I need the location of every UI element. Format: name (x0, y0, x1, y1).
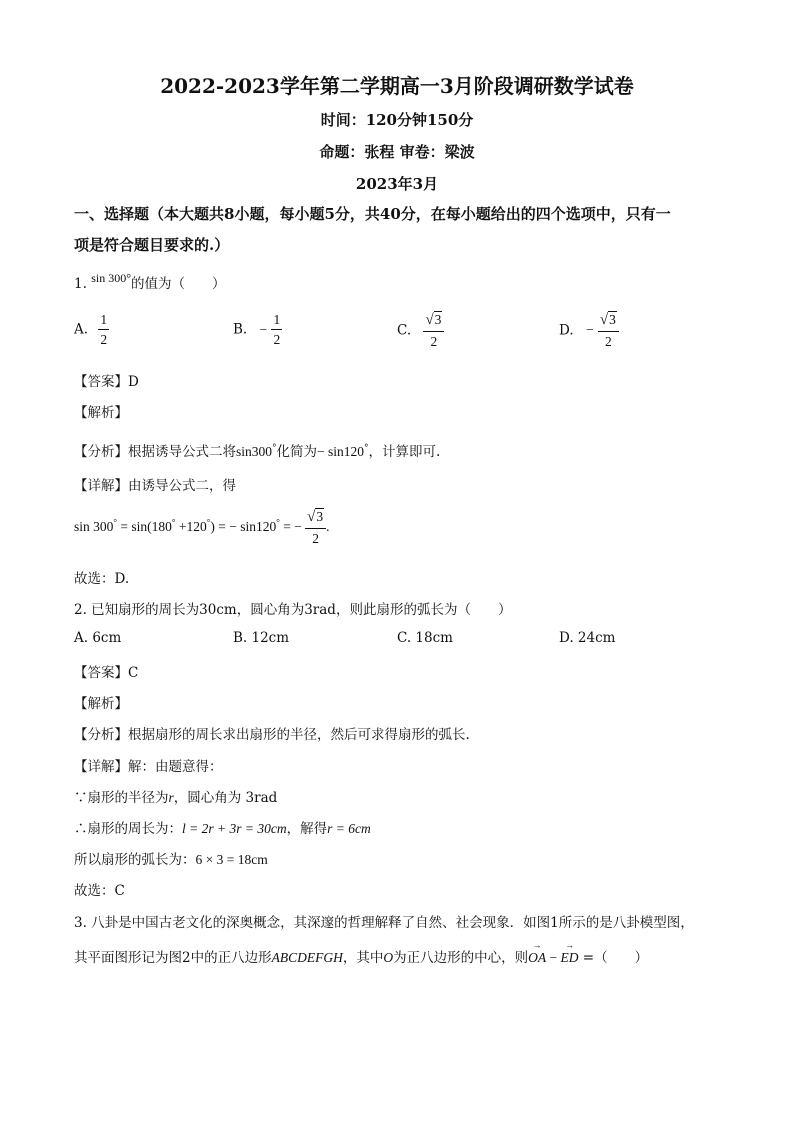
question-2-line2 (74, 817, 371, 837)
option-label: C. (397, 322, 412, 339)
solution-text: ，圆心角为 3rad (173, 790, 278, 806)
sqrt-radicand: 3 (609, 312, 616, 327)
answer-tag: 【答案】 (74, 374, 128, 390)
fraction-numerator (305, 510, 326, 529)
xiangjie-text: 解：由题意得： (128, 759, 223, 775)
xiangjie-tag: 【详解】 (74, 759, 128, 775)
solution-text: 扇形的半径为 (87, 790, 169, 806)
equation-part: = sin(180 (117, 519, 172, 535)
fraction-denominator: 2 (273, 332, 281, 348)
question-1-option-a (74, 313, 109, 347)
answer-value: C (128, 665, 139, 681)
question-2-option-c: C. 18cm (397, 630, 453, 646)
option-label: A. (74, 321, 89, 338)
option-fraction (271, 313, 282, 347)
because-symbol: ∵ (74, 790, 88, 806)
therefore-symbol: ∴ (74, 821, 88, 837)
solution-math: r (168, 790, 174, 805)
equation-part: +120 (175, 519, 207, 535)
sqrt-symbol: √3 (599, 312, 616, 328)
question-1-expression: sin 300° (91, 271, 131, 285)
exam-title: 2022-2023学年第二学期高一3月阶段调研数学试卷 (160, 74, 634, 98)
question-2-line1 (74, 786, 277, 806)
xiangjie-tag: 【详解】 (74, 478, 128, 494)
question-1-option-d (559, 313, 619, 349)
question-1-analysis-tag: 【解析】 (74, 405, 128, 421)
fraction-denominator: 2 (430, 333, 438, 349)
question-2-option-a: A. 6cm (74, 630, 122, 646)
vector-oa: → OA (528, 950, 546, 966)
solution-text: 所以扇形的弧长为： (74, 852, 196, 868)
question-text: ，其中 (342, 950, 384, 966)
xiangjie-text: 由诱导公式二，得 (128, 478, 236, 494)
fenxi-text: ，计算即可. (368, 444, 441, 460)
sqrt-radicand: 3 (434, 312, 442, 327)
section-heading-line1: 一、选择题（本大题共8小题，每小题5分，共40分，在每小题给出的四个选项中，只有一 (74, 205, 671, 223)
question-3-line1: 3. 八卦是中国古老文化的深奥概念，其深邃的哲理解释了自然、社会现象．如图1所示的是八卦模型图， (74, 915, 694, 931)
question-text: 为正八边形的中心，则 (393, 950, 529, 966)
answer-tag: 【答案】 (74, 665, 128, 681)
question-2-answer (74, 661, 138, 681)
equation-part: = − (279, 519, 302, 535)
question-2-stem: 2. 已知扇形的周长为30cm，圆心角为3rad，则此扇形的弧长为（ ） (74, 602, 512, 618)
fraction-numerator: 1 (271, 313, 282, 330)
fraction-denominator: 2 (312, 530, 320, 546)
option-fraction (423, 313, 444, 349)
fenxi-text: 根据诱导公式二将 (128, 444, 236, 460)
center-point: O (383, 950, 394, 965)
question-2-fenxi (74, 723, 470, 743)
fenxi-tag: 【分析】 (74, 727, 128, 743)
question-1-option-c (397, 313, 444, 349)
question-2-option-d: D. 24cm (559, 630, 616, 646)
question-2-line3 (74, 848, 268, 868)
question-1-xiangjie (74, 474, 236, 494)
question-1-answer (74, 370, 139, 390)
solution-math: r = 6cm (327, 821, 371, 836)
option-label: D. (559, 322, 574, 339)
fenxi-math: − sin120 (317, 444, 365, 459)
option-sign: − (259, 321, 268, 337)
solution-text: 扇形的周长为： (87, 821, 182, 837)
fraction-denominator: 2 (100, 332, 108, 348)
fraction-denominator: 2 (604, 333, 612, 349)
fraction-numerator (598, 313, 619, 332)
solution-math: 6 × 3 = 18cm (195, 852, 268, 867)
sqrt-symbol: √3 (425, 312, 442, 328)
fraction-numerator: 1 (98, 313, 109, 330)
option-fraction (598, 313, 619, 349)
fenxi-math: sin300 (236, 444, 273, 459)
question-1-fenxi: 【分析】根据诱导公式二将sin300°化简为− sin120°，计算即可. (74, 443, 441, 460)
minus-sign: − (546, 950, 561, 965)
fenxi-text: 根据扇形的周长求出扇形的半径，然后可求得扇形的弧长. (128, 727, 470, 743)
equation-part: ) = − sin120 (210, 519, 277, 535)
exam-date: 2023年3月 (355, 175, 439, 193)
solution-math: l = 2r + 3r = 30cm (182, 821, 287, 836)
question-2-analysis-tag: 【解析】 (74, 696, 128, 712)
question-3-line2 (74, 946, 648, 966)
question-1-conclusion: 故选：D. (74, 571, 130, 587)
question-text: 其平面图形记为图2中的正八边形 (74, 950, 272, 966)
question-2-xiangjie (74, 755, 223, 775)
fenxi-text: 化简为 (276, 444, 318, 460)
solution-text: ，解得 (286, 821, 328, 837)
fenxi-tag: 【分析】 (74, 444, 128, 460)
polygon-name: ABCDEFGH (271, 950, 343, 965)
question-1-stem (74, 272, 226, 292)
vector-ed: → ED (560, 950, 578, 966)
question-1-option-b (233, 313, 282, 347)
option-sign: − (585, 322, 594, 338)
question-2-conclusion: 故选：C (74, 883, 125, 899)
option-label: B. (233, 321, 248, 338)
question-number: 1. (74, 276, 87, 292)
option-fraction (98, 313, 109, 347)
question-text: =（ ） (578, 950, 649, 966)
sqrt-radicand: 3 (316, 509, 324, 524)
exam-time-info: 时间：120分钟150分 (320, 111, 474, 129)
sqrt-symbol: √3 (307, 509, 324, 525)
section-heading-line2: 项是符合题目要求的.） (74, 236, 230, 254)
fraction-numerator (423, 313, 444, 332)
equation-part: sin 300 (74, 519, 114, 535)
answer-value: D (128, 374, 139, 390)
question-1-text: 的值为（ ） (131, 276, 226, 292)
equation-fraction (305, 510, 326, 546)
question-2-option-b: B. 12cm (233, 630, 290, 646)
question-1-equation: sin 300° = sin(180° +120°) = − sin120° = − $\frac{√3}{2}$ . (74, 509, 330, 546)
exam-authors: 命题：张程 审卷：梁波 (319, 143, 475, 161)
